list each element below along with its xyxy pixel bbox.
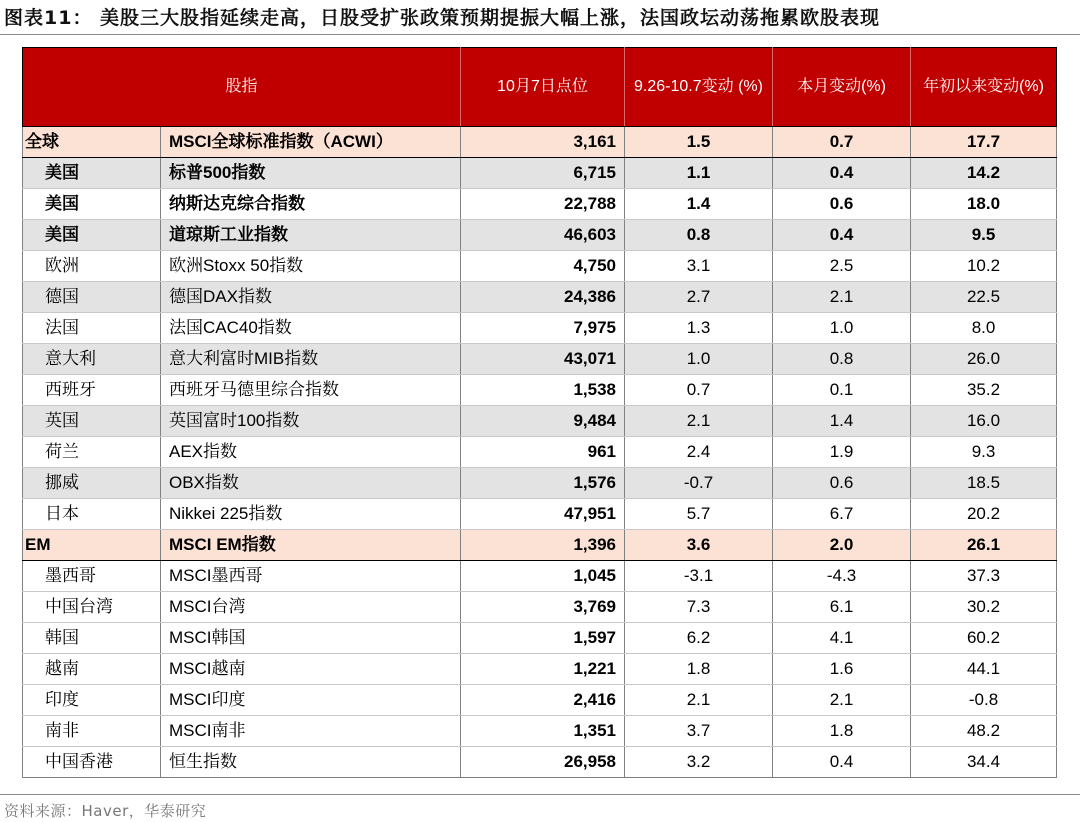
level-cell: 7,975 (461, 313, 625, 344)
ytd-change-cell: 37.3 (911, 561, 1057, 592)
level-cell: 1,045 (461, 561, 625, 592)
month-change-cell: 0.1 (773, 375, 911, 406)
region-cell: 欧洲 (23, 251, 161, 282)
index-cell: MSCI EM指数 (161, 530, 461, 561)
month-change-cell: 0.8 (773, 344, 911, 375)
index-cell: OBX指数 (161, 468, 461, 499)
figure-title: 图表11： 美股三大股指延续走高，日股受扩张政策预期提振大幅上涨，法国政坛动荡拖累欧股表现 (4, 7, 881, 29)
period-change-cell: 2.1 (625, 685, 773, 716)
ytd-change-cell: 16.0 (911, 406, 1057, 437)
table-row (23, 716, 1057, 747)
level-cell: 2,416 (461, 685, 625, 716)
level-cell: 961 (461, 437, 625, 468)
index-cell: MSCI全球标准指数（ACWI） (161, 127, 461, 158)
index-cell: 意大利富时MIB指数 (161, 344, 461, 375)
period-change-cell: 1.0 (625, 344, 773, 375)
period-change-cell: 3.2 (625, 747, 773, 778)
index-cell: 法国CAC40指数 (161, 313, 461, 344)
month-change-cell: 6.1 (773, 592, 911, 623)
period-change-cell: 3.1 (625, 251, 773, 282)
ytd-change-cell: 8.0 (911, 313, 1057, 344)
index-cell: MSCI南非 (161, 716, 461, 747)
level-cell: 1,221 (461, 654, 625, 685)
level-cell: 4,750 (461, 251, 625, 282)
index-performance-table-container (22, 47, 1056, 785)
level-cell: 26,958 (461, 747, 625, 778)
region-cell: 全球 (23, 127, 161, 158)
period-change-cell: 1.3 (625, 313, 773, 344)
table-row (23, 344, 1057, 375)
ytd-change-cell: 9.3 (911, 437, 1057, 468)
region-cell: 法国 (23, 313, 161, 344)
header-period-change: 9.26-10.7变动 (%) (625, 48, 773, 127)
region-cell: 挪威 (23, 468, 161, 499)
month-change-cell: 1.9 (773, 437, 911, 468)
table-row (23, 499, 1057, 530)
footer-divider (0, 794, 1080, 795)
source-note: 资料来源：Haver，华泰研究 (4, 802, 207, 820)
period-change-cell: 7.3 (625, 592, 773, 623)
region-cell: 越南 (23, 654, 161, 685)
region-cell: 韩国 (23, 623, 161, 654)
ytd-change-cell: 22.5 (911, 282, 1057, 313)
table-row (23, 313, 1057, 344)
period-change-cell: 6.2 (625, 623, 773, 654)
level-cell: 1,396 (461, 530, 625, 561)
period-change-cell: 2.7 (625, 282, 773, 313)
table-row (23, 127, 1057, 158)
region-cell: 墨西哥 (23, 561, 161, 592)
table-row (23, 530, 1057, 561)
title-divider (0, 34, 1080, 35)
month-change-cell: 0.4 (773, 158, 911, 189)
ytd-change-cell: 34.4 (911, 747, 1057, 778)
index-cell: MSCI印度 (161, 685, 461, 716)
index-cell: 英国富时100指数 (161, 406, 461, 437)
ytd-change-cell: 17.7 (911, 127, 1057, 158)
level-cell: 22,788 (461, 189, 625, 220)
level-cell: 43,071 (461, 344, 625, 375)
month-change-cell: 0.4 (773, 220, 911, 251)
ytd-change-cell: 18.0 (911, 189, 1057, 220)
index-cell: MSCI越南 (161, 654, 461, 685)
table-row (23, 251, 1057, 282)
period-change-cell: 1.4 (625, 189, 773, 220)
period-change-cell: 2.1 (625, 406, 773, 437)
table-row (23, 437, 1057, 468)
index-cell: MSCI台湾 (161, 592, 461, 623)
table-row (23, 468, 1057, 499)
table-row (23, 561, 1057, 592)
table-row (23, 685, 1057, 716)
month-change-cell: 1.6 (773, 654, 911, 685)
period-change-cell: 0.7 (625, 375, 773, 406)
table-row (23, 592, 1057, 623)
period-change-cell: 0.8 (625, 220, 773, 251)
region-cell: 意大利 (23, 344, 161, 375)
level-cell: 3,161 (461, 127, 625, 158)
period-change-cell: 1.5 (625, 127, 773, 158)
table-row (23, 747, 1057, 778)
month-change-cell: 2.5 (773, 251, 911, 282)
level-cell: 1,538 (461, 375, 625, 406)
level-cell: 3,769 (461, 592, 625, 623)
period-change-cell: 5.7 (625, 499, 773, 530)
level-cell: 1,576 (461, 468, 625, 499)
period-change-cell: 3.7 (625, 716, 773, 747)
period-change-cell: 1.1 (625, 158, 773, 189)
month-change-cell: 1.8 (773, 716, 911, 747)
ytd-change-cell: 26.1 (911, 530, 1057, 561)
month-change-cell: 1.4 (773, 406, 911, 437)
region-cell: 美国 (23, 189, 161, 220)
index-cell: Nikkei 225指数 (161, 499, 461, 530)
region-cell: 西班牙 (23, 375, 161, 406)
month-change-cell: 4.1 (773, 623, 911, 654)
region-cell: 荷兰 (23, 437, 161, 468)
header-ytd-change: 年初以来变动(%) (911, 48, 1057, 127)
period-change-cell: -3.1 (625, 561, 773, 592)
table-row (23, 282, 1057, 313)
header-index: 股指 (23, 48, 461, 127)
level-cell: 9,484 (461, 406, 625, 437)
period-change-cell: 3.6 (625, 530, 773, 561)
month-change-cell: 0.6 (773, 468, 911, 499)
month-change-cell: 2.1 (773, 282, 911, 313)
ytd-change-cell: 18.5 (911, 468, 1057, 499)
ytd-change-cell: 14.2 (911, 158, 1057, 189)
table-row (23, 220, 1057, 251)
month-change-cell: 0.6 (773, 189, 911, 220)
region-cell: 美国 (23, 158, 161, 189)
level-cell: 24,386 (461, 282, 625, 313)
ytd-change-cell: 10.2 (911, 251, 1057, 282)
region-cell: 中国香港 (23, 747, 161, 778)
ytd-change-cell: 60.2 (911, 623, 1057, 654)
level-cell: 6,715 (461, 158, 625, 189)
ytd-change-cell: 9.5 (911, 220, 1057, 251)
index-cell: 标普500指数 (161, 158, 461, 189)
index-cell: AEX指数 (161, 437, 461, 468)
table-row (23, 654, 1057, 685)
ytd-change-cell: 44.1 (911, 654, 1057, 685)
ytd-change-cell: 30.2 (911, 592, 1057, 623)
table-row (23, 406, 1057, 437)
region-cell: 德国 (23, 282, 161, 313)
month-change-cell: 1.0 (773, 313, 911, 344)
period-change-cell: -0.7 (625, 468, 773, 499)
region-cell: 美国 (23, 220, 161, 251)
index-cell: 欧洲Stoxx 50指数 (161, 251, 461, 282)
month-change-cell: 2.0 (773, 530, 911, 561)
index-cell: 道琼斯工业指数 (161, 220, 461, 251)
period-change-cell: 1.8 (625, 654, 773, 685)
region-cell: 南非 (23, 716, 161, 747)
month-change-cell: 0.7 (773, 127, 911, 158)
region-cell: 中国台湾 (23, 592, 161, 623)
index-cell: MSCI韩国 (161, 623, 461, 654)
region-cell: 英国 (23, 406, 161, 437)
index-cell: 纳斯达克综合指数 (161, 189, 461, 220)
month-change-cell: 6.7 (773, 499, 911, 530)
header-level: 10月7日点位 (461, 48, 625, 127)
table-row (23, 623, 1057, 654)
table-header-row (23, 48, 1057, 127)
header-month-change: 本月变动(%) (773, 48, 911, 127)
month-change-cell: 2.1 (773, 685, 911, 716)
table-row (23, 158, 1057, 189)
ytd-change-cell: 35.2 (911, 375, 1057, 406)
ytd-change-cell: 48.2 (911, 716, 1057, 747)
ytd-change-cell: 20.2 (911, 499, 1057, 530)
level-cell: 1,597 (461, 623, 625, 654)
index-cell: MSCI墨西哥 (161, 561, 461, 592)
level-cell: 1,351 (461, 716, 625, 747)
index-cell: 恒生指数 (161, 747, 461, 778)
table-row (23, 375, 1057, 406)
index-cell: 西班牙马德里综合指数 (161, 375, 461, 406)
month-change-cell: 0.4 (773, 747, 911, 778)
period-change-cell: 2.4 (625, 437, 773, 468)
month-change-cell: -4.3 (773, 561, 911, 592)
region-cell: EM (23, 530, 161, 561)
level-cell: 46,603 (461, 220, 625, 251)
index-cell: 德国DAX指数 (161, 282, 461, 313)
table-row (23, 189, 1057, 220)
ytd-change-cell: 26.0 (911, 344, 1057, 375)
level-cell: 47,951 (461, 499, 625, 530)
ytd-change-cell: -0.8 (911, 685, 1057, 716)
index-performance-table (22, 47, 1057, 778)
region-cell: 印度 (23, 685, 161, 716)
region-cell: 日本 (23, 499, 161, 530)
